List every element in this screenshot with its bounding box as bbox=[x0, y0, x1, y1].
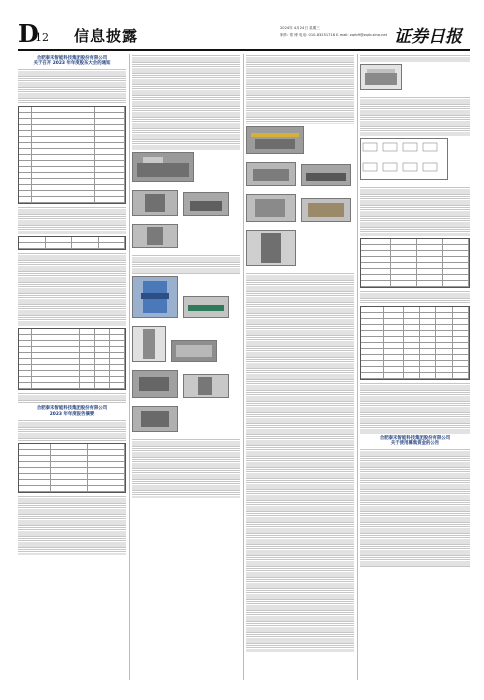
text-block bbox=[360, 382, 470, 434]
financial-table-1 bbox=[360, 238, 470, 288]
product-photo-press bbox=[132, 190, 178, 216]
text-block bbox=[18, 252, 126, 326]
text-block bbox=[360, 448, 470, 568]
column-2 bbox=[132, 54, 240, 680]
notice-title-2: 2023 年年度报告摘要 bbox=[49, 411, 95, 417]
date-line: 2024年 4月24日 星期三 bbox=[280, 26, 320, 30]
text-block bbox=[132, 438, 240, 498]
notice-heading-3 bbox=[360, 436, 470, 446]
text-block bbox=[246, 272, 354, 652]
flow-diagram bbox=[360, 138, 448, 180]
product-photo-warehouse bbox=[132, 152, 194, 182]
text-block bbox=[132, 54, 240, 150]
product-photo-robot bbox=[183, 192, 229, 216]
masthead bbox=[18, 19, 470, 48]
notice-heading-2 bbox=[18, 406, 126, 416]
masthead-rule bbox=[18, 49, 470, 51]
product-photo-hall bbox=[246, 162, 296, 186]
product-photo-crane bbox=[246, 126, 304, 154]
text-block bbox=[18, 206, 126, 234]
column-4 bbox=[360, 54, 470, 680]
product-photo-plant bbox=[132, 370, 178, 398]
column-divider bbox=[357, 54, 358, 680]
product-photo-workshop bbox=[246, 194, 296, 222]
product-photo-tall-press bbox=[246, 230, 296, 266]
company-name-2: 合肥泰禾智能科技集团股份有限公司 bbox=[36, 406, 108, 412]
text-block bbox=[246, 54, 354, 124]
page-letter: D bbox=[18, 19, 39, 48]
text-block bbox=[360, 186, 470, 236]
notice-title-3: 关于使用募集资金的公告 bbox=[390, 441, 440, 447]
text-block bbox=[132, 254, 240, 274]
text-block bbox=[18, 68, 126, 104]
company-name-1: 合肥泰禾智能科技集团股份有限公司 bbox=[36, 56, 108, 61]
meeting-table bbox=[18, 236, 126, 250]
product-photo-machine bbox=[132, 224, 178, 248]
column-1 bbox=[18, 54, 126, 680]
product-photo-factory bbox=[171, 340, 217, 362]
financial-table-2 bbox=[360, 306, 470, 380]
proxy-table bbox=[18, 328, 126, 390]
editor-line: 制作: 郑 博 电话: 010-83251716 E-mail: zqrb9@zqrb.sina.net bbox=[280, 33, 388, 37]
column-divider bbox=[129, 54, 130, 680]
text-block bbox=[360, 54, 470, 62]
product-photo-assembly bbox=[301, 164, 351, 186]
product-photo-stack bbox=[183, 374, 229, 398]
product-photo-rack bbox=[301, 198, 351, 222]
page-number: 12 bbox=[35, 31, 49, 44]
column-divider bbox=[243, 54, 244, 680]
text-block bbox=[360, 290, 470, 304]
resolution-table-1 bbox=[18, 106, 126, 204]
product-photo-frame bbox=[132, 406, 178, 432]
text-block bbox=[18, 495, 126, 555]
product-photo-column bbox=[132, 326, 166, 362]
product-photo-sorter bbox=[360, 64, 402, 90]
text-block bbox=[360, 96, 470, 136]
paper-logo: 证券日报 bbox=[394, 27, 462, 47]
text-block bbox=[18, 392, 126, 404]
column-3 bbox=[246, 54, 354, 680]
product-photo-line bbox=[183, 296, 229, 318]
notice-heading-1 bbox=[18, 56, 126, 66]
section-title: 信息披露 bbox=[74, 27, 139, 45]
company-name-3: 合肥泰禾智能科技集团股份有限公司 bbox=[379, 436, 451, 441]
product-photo-press-blue bbox=[132, 276, 178, 318]
notice-title-1: 关于召开 2023 年年度股东大会的通知 bbox=[33, 61, 111, 67]
company-info-table bbox=[18, 443, 126, 493]
text-block bbox=[18, 419, 126, 441]
